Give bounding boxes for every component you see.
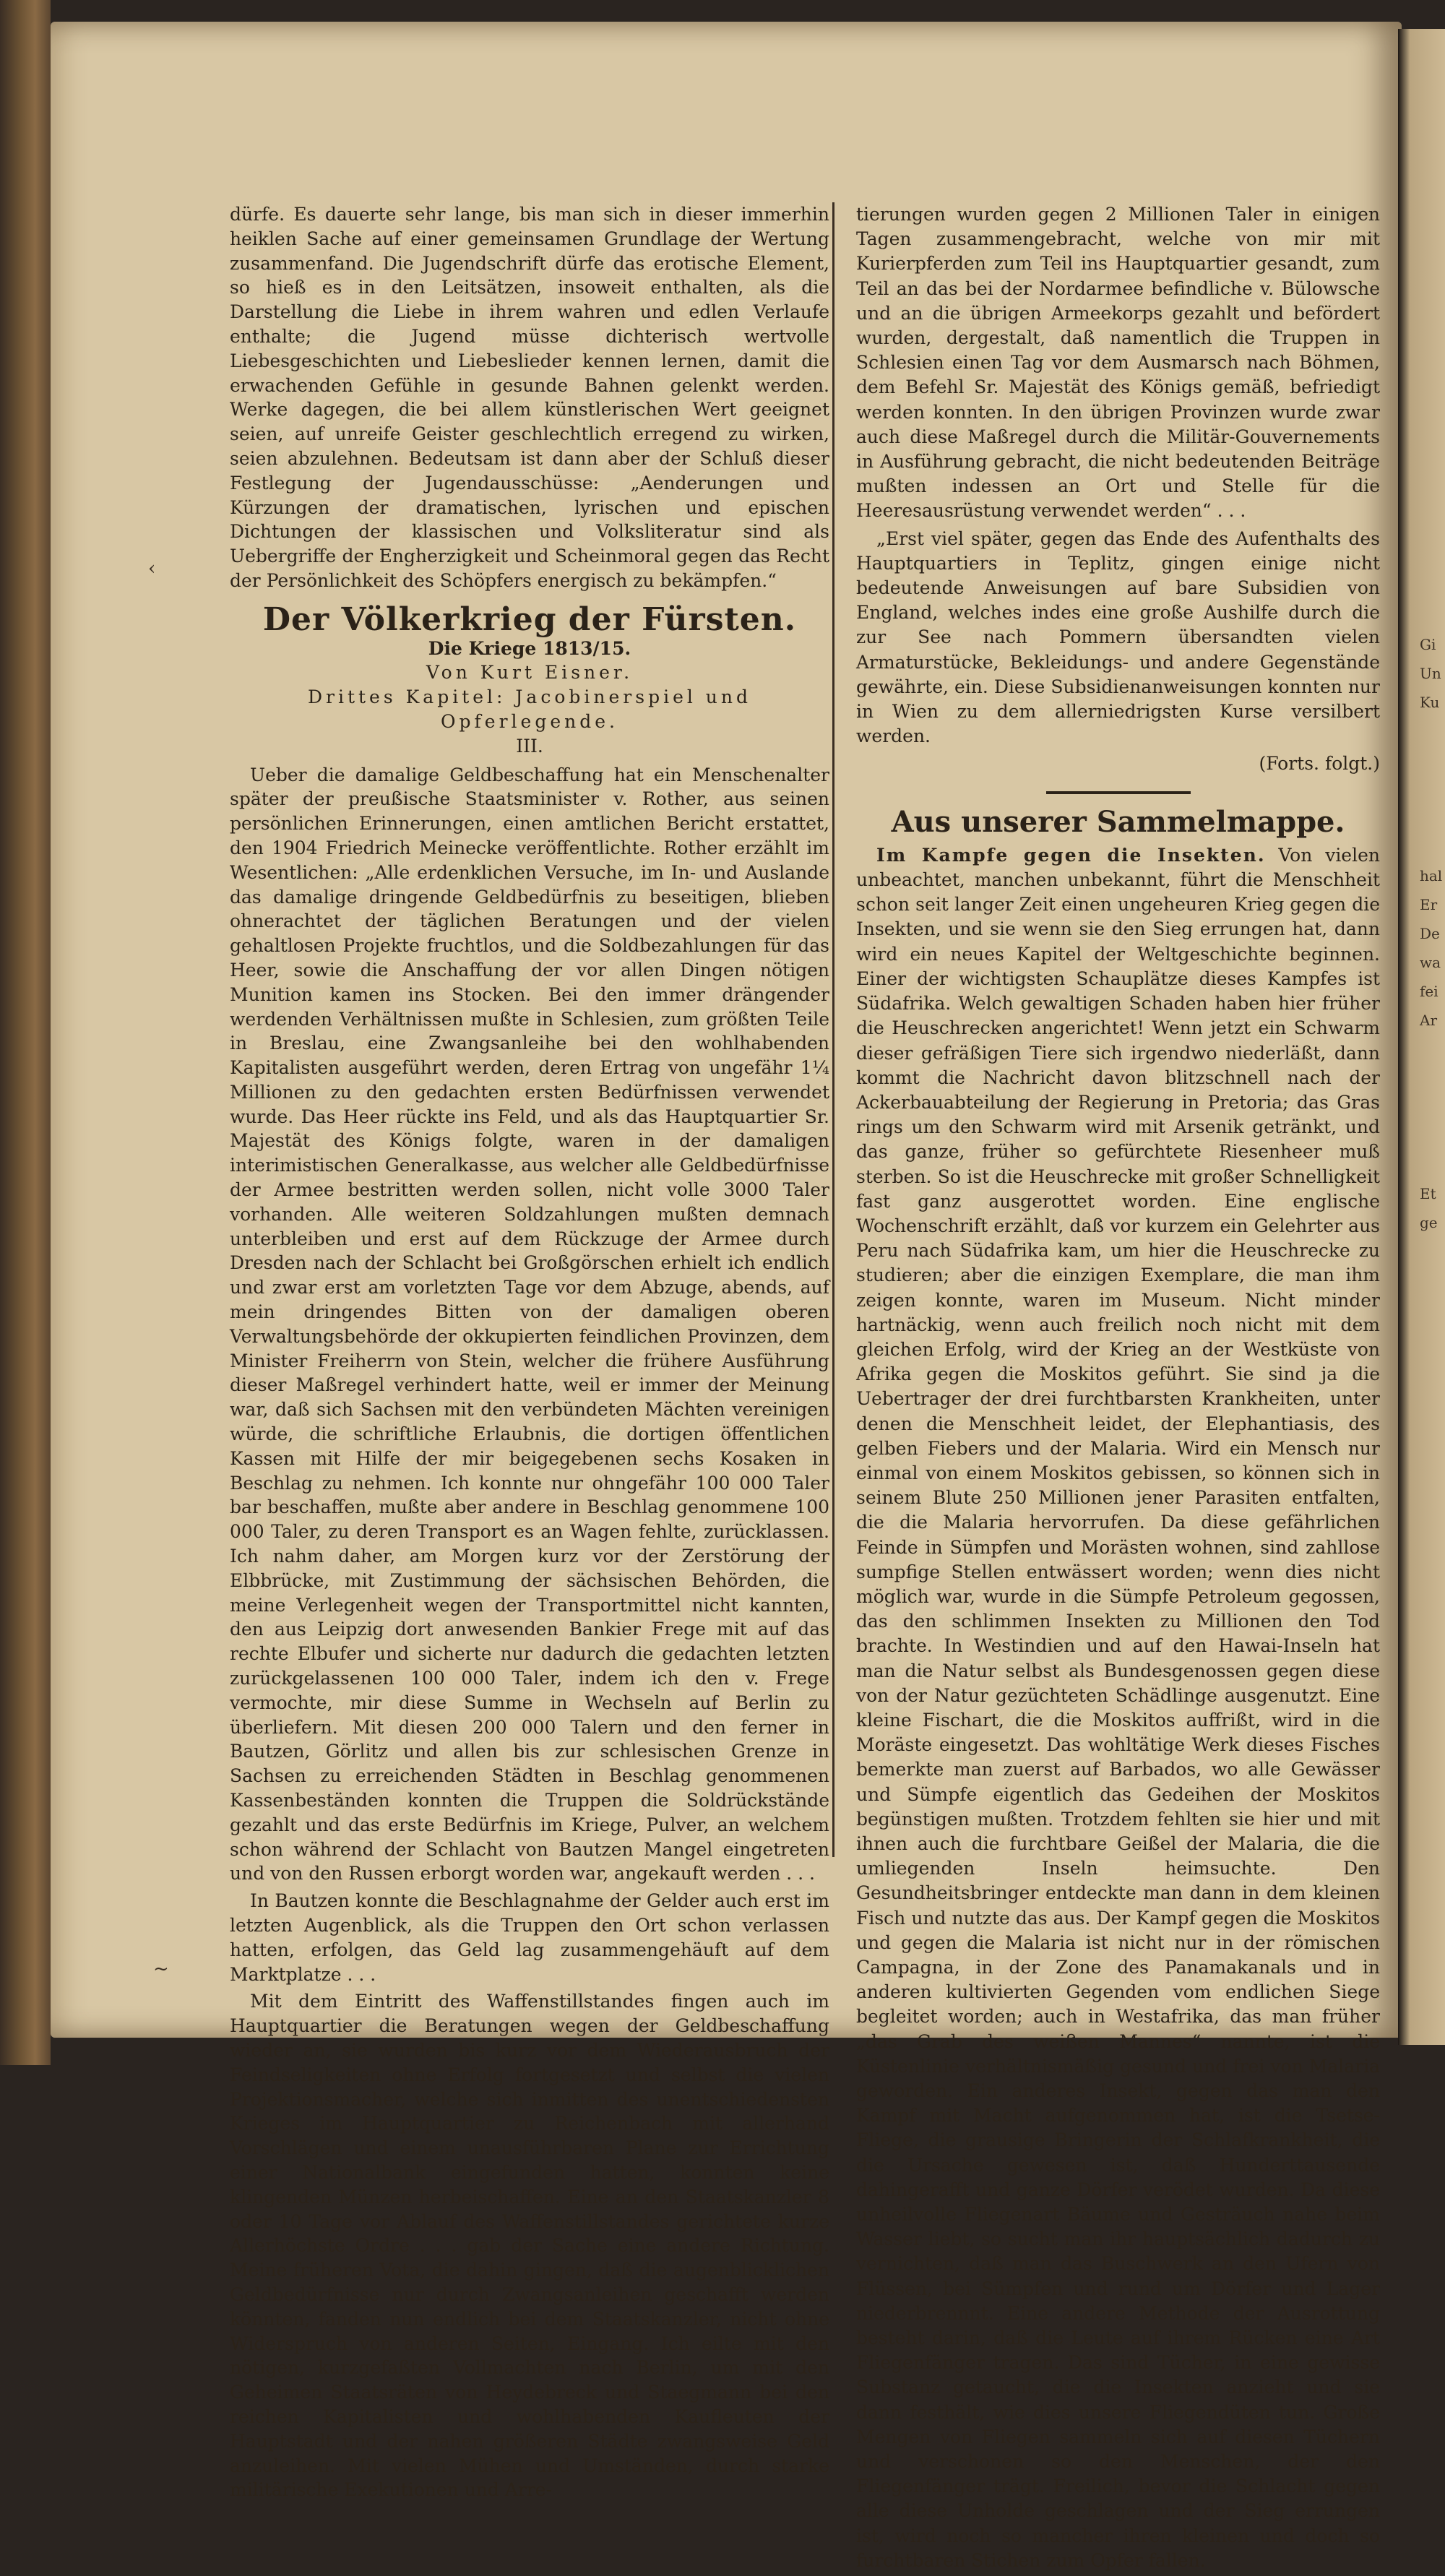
next-page-fragment: De xyxy=(1420,925,1440,942)
continued-note: (Forts. folgt.) xyxy=(1259,753,1380,775)
article-part: III. xyxy=(516,735,543,757)
next-page-edge xyxy=(1398,29,1445,2045)
section-rule xyxy=(1046,791,1191,794)
article-author: Von Kurt Eisner. xyxy=(426,662,634,684)
next-page-fragment: fei xyxy=(1420,983,1438,1000)
next-page-fragment: wa xyxy=(1420,954,1441,971)
next-page-fragment: Ku xyxy=(1420,694,1440,711)
article-paragraph: Mit dem Eintritt des Waffenstillstandes fingen auch im Hauptquartier die Beratungen wegen der Geldbeschaffung wieder an, sie wurden bis kurz vor dem Wiederausbruch der Feindseligkeiten ohne Erfolg fortgesetzt und selbst die vielen Projektionsmacher, welche sich inmitten des unentschiedensten Krieges im Hauptquartier zu Reichenbach mit allerhand Vorschlägen und einem unausführbaren Plane zur Errichtung einer Nationalbank eingefunden hatten, konnten keine klingenden Münzen herbeischaffen. Eine an den Staatskanzler 8 oder 10 Tage vor Ablauf des Waffenstillstandes gerichtete kurze Allerhöchste Ordre . . . gab der Sache eine andere Richtung. Meine früheren Vota, die dahin gingen, daß die augenblicklichen Geldbedürfnisse nur durch Zwangsanleihen geschafft werden könnten, fanden nun endlich bei dem Staatskanzler, nicht ohne Widerspruch von anderen Seiten, Eingang. Ich eilte mit den nötigen, kurzgefaßten Vollmachten nach Berlin, um mit den Geheimen Staatsräten von Heydebreck und Staegmann bei den reichen Kapitalisten und wohlhabenden Kaufleuten der Hauptstadt und der nahen größeren Städte zwangsweise Geld anzuleihen. Mit vielen Mühen und Umständen, durch starke militärische Exekutionen und Arre- xyxy=(230,1991,829,2501)
margin-mark: ‹ xyxy=(148,558,156,580)
next-page-fragment: Ar xyxy=(1420,1012,1438,1029)
next-page-fragment: Et xyxy=(1420,1185,1436,1202)
book-spine-left xyxy=(0,0,51,2065)
article-paragraph: In Bautzen konnte die Beschlagnahme der Gelder auch erst im letzten Augenblick, als die Truppen den Ort schon verlassen hatten, erfolgen, das Geld lag zusammengehäuft auf dem Marktplatze . . . xyxy=(230,1890,829,1985)
right-column xyxy=(856,202,1380,2576)
margin-mark: ~ xyxy=(153,1958,169,1980)
next-page-fragment: Gi xyxy=(1420,636,1436,653)
intro-paragraph: dürfe. Es dauerte sehr lange, bis man sich in dieser immerhin heiklen Sache auf einer gemeinsamen Grundlage der Wertung zusammenfand. Die Jugendschrift dürfe das erotische Element, so hieß es in den Leitsätzen, insoweit enthalten, als die Darstellung die Liebe in ihrem wahren und edlen Verlaufe enthalte; die Jugend müsse dichterisch wertvolle Liebesgeschichten und Liebeslieder kennen lernen, damit die erwachenden Gefühle in gesunde Bahnen gelenkt werden. Werke dagegen, die bei allem künstlerischen Wert geeignet seien, auf unreife Geister geschlechtlich erregend zu wirken, seien abzulehnen. Bedeutsam ist dann aber der Schluß dieser Festlegung der Jugendausschüsse: „Aenderungen und Kürzungen der dramatischen, lyrischen und epischen Dichtungen der klassischen und Volksliteratur sind als Uebergriffe der Engherzigkeit und Scheinmoral gegen das Recht der Persönlichkeit des Schöpfers energisch zu bekämpfen.“ xyxy=(230,204,829,591)
next-page-fragment: Er xyxy=(1420,896,1438,913)
section-title: Aus unserer Sammelmappe. xyxy=(891,804,1345,839)
section-lead: Im Kampfe gegen die Insekten. xyxy=(876,844,1266,866)
next-page-fragment: ge xyxy=(1420,1214,1438,1231)
continuation-paragraph: tierungen wurden gegen 2 Millionen Taler in einigen Tagen zusammengebracht, welche von mir mit Kurierpferden zum Teil ins Hauptquartier gesandt, zum Teil an das bei der Nordarmee befindliche v. Bülowsche und an die übrigen Armeekorps gezahlt und befördert wurden, dergestalt, daß namentlich die Truppen in Schlesien einen Tag vor dem Ausmarsch nach Böhmen, dem Befehl Sr. Majestät des Königs gemäß, befriedigt werden konnten. In den übrigen Provinzen wurde zwar auch diese Maßregel durch die Militär-Gouvernements in Ausführung gebracht, die nicht bedeutenden Beiträge mußten indessen an Ort und Stelle für die Heeresausrüstung verwendet werden“ . . . xyxy=(856,204,1380,522)
next-page-fragment: Un xyxy=(1420,665,1441,682)
column-divider xyxy=(832,202,834,1857)
article-title: Der Völkerkrieg der Fürsten. xyxy=(262,600,797,638)
section-paragraph: Von vielen unbeachtet, manchen unbekannt, führt die Menschheit schon seit langer Zeit einen ungeheuren Krieg gegen die Insekten, und sie wenn sie den Sieg errungen hat, dann wird ein neues Kapitel der Weltgeschichte beginnen. Einer der wichtigsten Schauplätze dieses Kampfes ist Südafrika. Welch gewaltigen Schaden haben hier früher die Heuschrecken angerichtet! Wenn jetzt ein Schwarm dieser gefräßigen Tiere sich irgendwo niederläßt, dann kommt die Nachricht davon blitzschnell nach der Ackerbauabteilung der Regierung in Pretoria; das Gras rings um den Schwarm wird mit Arsenik getränkt, und das ganze, früher so gefürchtete Riesenheer muß sterben. So ist die Heuschrecke mit großer Schnelligkeit fast ganz ausgerottet worden. Eine englische Wochenschrift erzählt, daß vor kurzem ein Gelehrter aus Peru nach Südafrika kam, um hier die Heuschrecke zu studieren; aber die einzigen Exemplare, die man ihm zeigen konnte, waren im Museum. Nicht minder hartnäckig, wenn auch freilich noch nicht mit dem gleichen Erfolg, wird der Krieg an der Westküste von Afrika gegen die Moskitos geführt. Sie sind ja die Uebertrager der drei furchtbarsten Krankheiten, unter denen die Menschheit leidet, der Elephantiasis, des gelben Fiebers und der Malaria. Wird ein Mensch nur einmal von einem Moskitos gebissen, so können sich in seinem Blute 250 Millionen jener Parasiten entfalten, die die Malaria hervorrufen. Da diese gefährlichen Feinde in Sümpfen und Morästen wohnen, sind zahllose sumpfige Stellen entwässert worden; wenn dies nicht möglich war, wurde in die Sümpfe Petroleum gegossen, das den schlimmen Insekten zu Millionen den Tod brachte. In Westindien und auf den Hawai-Inseln hat man die Natur selbst als Bundesgenossen gegen diese von der Natur gezüchteten Schädlinge ausgenutzt. Eine kleine Fischart, die die Moskitos auffrißt, wird in die Moräste eingesetzt. Das wohltätige Werk dieses Fisches bemerkte man zuerst auf Barbados, wo alle Gewässer und Sümpfe eigentlich das Gedeihen der Moskitos begünstigen mußten. Trotzdem fehlten sie hier und mit ihnen auch die furchtbare Geißel der Malaria, die die umliegenden Inseln heimsuchte. Den Gesundheitsbringer entdeckte man dann in dem kleinen Fisch und nutzte das aus. Der Kampf gegen die Moskitos und gegen die Malaria ist nicht nur in der römischen Campagna, in der Zone des Panamakanals und in anderen kultivierten Gegenden vom endlichen Siege begleitet worden; auch in Westafrika, das man früher „das Grab des weißen Mannes“ nannte, ist die Küstenlinie verhältnismäßig gesund und frei von Malaria geworden. Ein anderes Insekt, gegen das man den Kampf mit Macht aufgenommen hat, ist die Tsetse-Fliege, die grausige Bringerin der Schlafkrankheit, die die Ursache gewesen ist, daß Hunderttausende dahingerafft und ganze Dörfer verödet wurden. Da diese unheilvolle Fliegenart Bäume und Gesträuch nahe beim Wasser liebt, so sucht man ihr hauptsächlich dadurch zu vernichten, daß man das Buschwerk an den Ufern von Flüssen, bei Sümpfen und rund um Dörfer und Lager niederbrennnt. Eine andere Methode der Ausrottung besteht darin, daß die Leute auf ihrem Rücken eine Art Fliegenfänger tragen. Das sind Tücher, in eine gewisse Substanz getaucht, die die Insekten anzieht und sie dann festhält, wie dies unsere Fliegendüten tun. Große Mengen von Fliegen sammeln sich auf diesen Tüchern und verschonen so den Menschen, der den Fliegenfänger trägt. Freilich, bevor die Schlacht gegen alle diese Unholde geschlagen und der Sieg errungen ist, wird noch so mancher ihren kleinen und doch so furchtbaren Stichen zum Opfer fallen. xyxy=(856,844,1380,2571)
next-page-fragment: hal xyxy=(1420,867,1443,884)
continuation-paragraph: „Erst viel später, gegen das Ende des Aufenthalts des Hauptquartiers in Teplitz, gingen einige nicht bedeutende Anweisungen auf bare Subsidien von England, welches indes eine große Aushilfe durch die zur See nach Pommern übersandten vielen Armaturstücke, Bekleidungs- und andere Gegenstände gewährte, ein. Diese Subsidienanweisungen konnten nur in Wien zu dem allerniedrigsten Kurse versilbert werden. xyxy=(856,527,1380,747)
article-chapter: Drittes Kapitel: Jacobinerspiel und Opferlegende. xyxy=(307,686,752,732)
article-subtitle: Die Kriege 1813/15. xyxy=(428,637,631,659)
article-paragraph: Ueber die damalige Geldbeschaffung hat ein Menschenalter später der preußische Staatsminister v. Rother, aus seinen persönlichen Erinnerungen, einen amtlichen Bericht erstattet, den 1904 Friedrich Meinecke veröffentlichte. Rother erzählt im Wesentlichen: „Alle erdenklichen Versuche, im In- und Auslande das damalige dringende Geldbedürfnis zu beseitigen, blieben ohnerachtet der täglichen Beratungen und der vielen gehaltlosen Projekte fruchtlos, und die Soldbezahlungen für das Heer, sowie die Anschaffung der vor allen Dingen nötigen Munition kamen ins Stocken. Bei den immer drängender werdenden Verhältnissen mußte in Schlesien, zum größten Teile in Breslau, eine Zwangsanleihe bei den wohlhabenden Kapitalisten ausgeführt werden, deren Ertrag von ungefähr 1¼ Millionen zu den gedachten ersten Bedürfnissen verwendet wurde. Das Heer rückte ins Feld, und als das Hauptquartier Sr. Majestät des Königs folgte, waren in der damaligen interimistischen Generalkasse, aus welcher alle Geldbedürfnisse der Armee bestritten werden sollen, nicht volle 3000 Taler vorhanden. Alle weiteren Soldzahlungen mußten demnach unterbleiben und erst auf dem Rückzuge der Armee durch Dresden nach der Schlacht bei Großgörschen erhielt ich endlich und zwar erst am vorletzten Tage vor dem Abzuge, abends, auf mein dringendes Bitten von der damaligen oberen Verwaltungsbehörde der okkupierten feindlichen Provinzen, dem Minister Freiherrn von Stein, welcher die frühere Ausführung dieser Maßregel verhindert hatte, weil er immer der Meinung war, daß sich Sachsen mit den verbündeten Mächten vereinigen würde, die schriftliche Erlaubnis, die dortigen öffentlichen Kassen mit Hilfe der mir beigegebenen sechs Kosaken in Beschlag zu nehmen. Ich konnte nur ohngefähr 100 000 Taler bar beschaffen, mußte aber andere in Beschlag genommene 100 000 Taler, zu deren Transport es an Wagen fehlte, zurücklassen. Ich nahm daher, am Morgen kurz vor der Zerstörung der Elbbrücke, mit Zustimmung der sächsischen Behörden, die meine Verlegenheit wegen der Transportmittel nicht kannten, den aus Leipzig dort anwesenden Bankier Frege mit auf das rechte Elbufer und sicherte nur dadurch die gedachten letzten zurückgelassenen 100 000 Taler, indem ich den v. Frege vermochte, mir diese Summe in Wechseln auf Berlin zu überliefern. Mit diesen 200 000 Talern und den ferner in Bautzen, Görlitz und allen bis zur schlesischen Grenze in Sachsen zu erreichenden Städten in Beschlag genommenen Kassenbeständen konnten die Truppen die Soldrückstände gezahlt und das erste Bedürfnis im Kriege, Pulver, an welchem schon während der Schlacht von Bautzen Mangel eingetreten und von den Russen erborgt worden war, angekauft werden . . . xyxy=(230,764,829,1884)
left-column xyxy=(230,202,829,2505)
